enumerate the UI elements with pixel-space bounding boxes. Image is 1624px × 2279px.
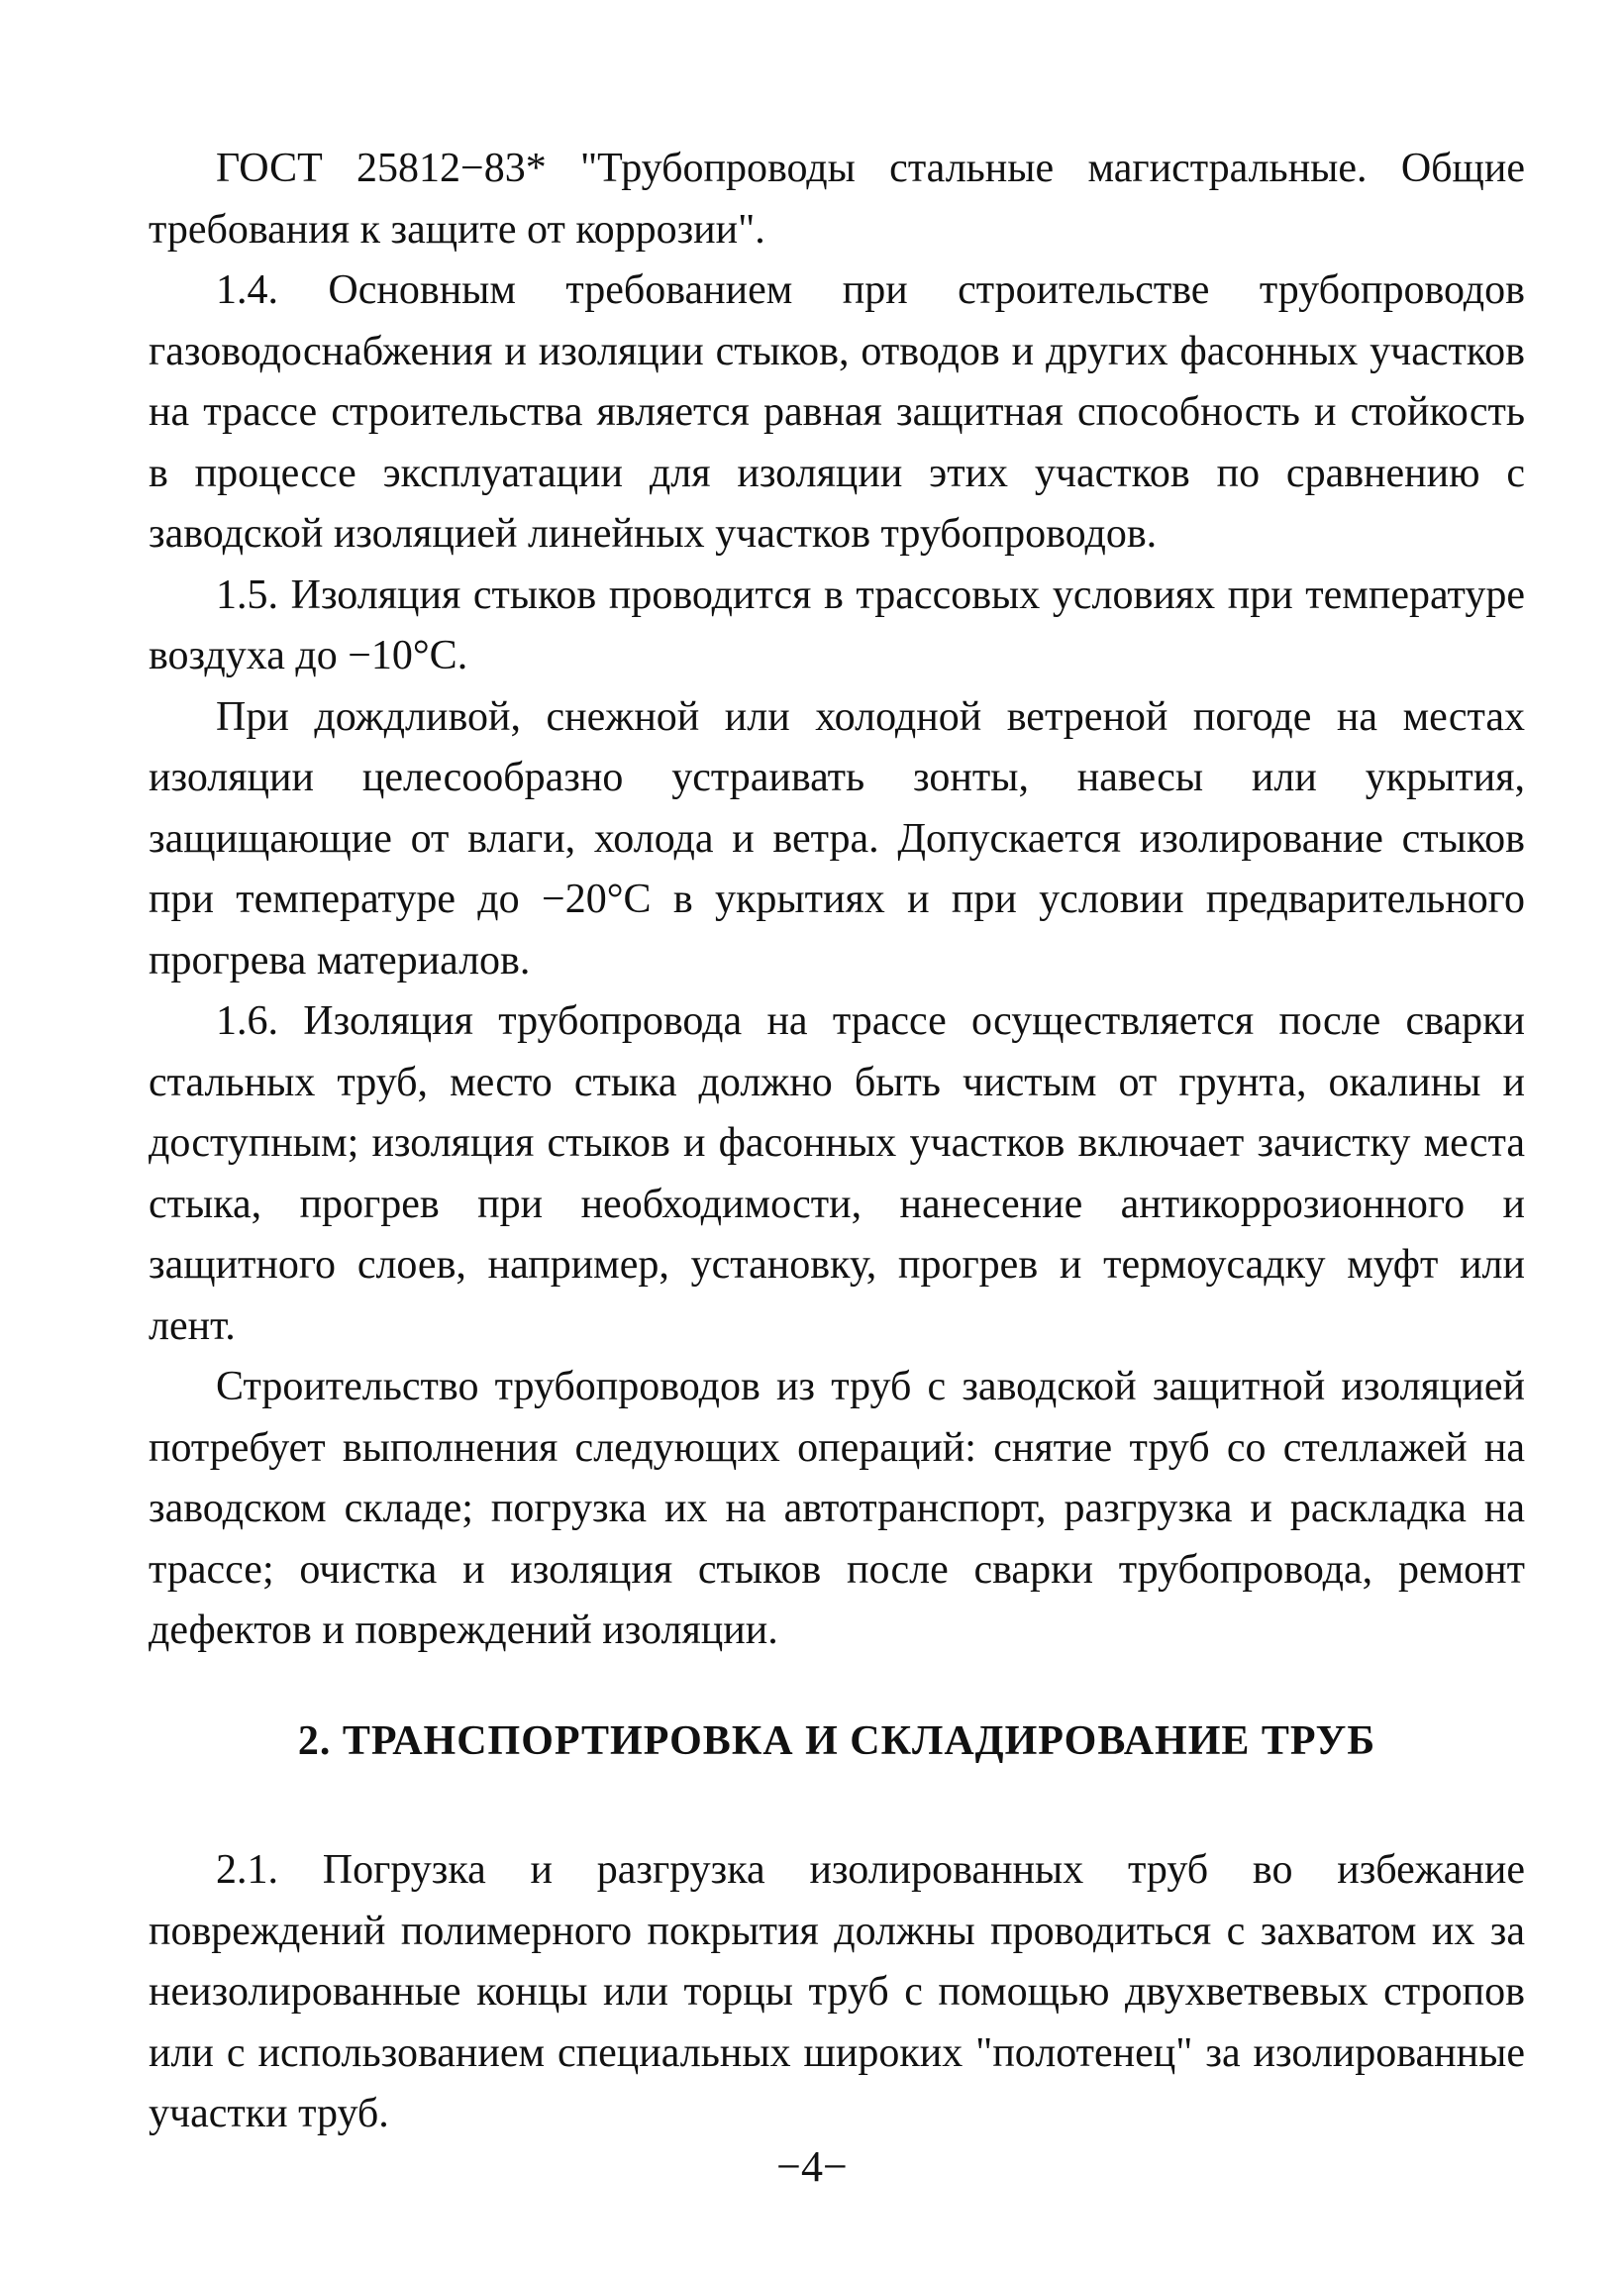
page-number: −4− (776, 2142, 848, 2191)
paragraph-gost-reference: ГОСТ 25812−83* "Трубопроводы стальные магистральные. Общие требования к защите от коррозии". (149, 146, 1525, 253)
paragraph-weather: При дождливой, снежной или холодной ветреной погоде на местах изоляции целесообразно устраивать зонты, навесы или укрытия, защищающие от влаги, холода и ветра. Допускается изолирование стыков при температуре до −20°С в укрытиях и при условии предварительного прогрева материалов. (149, 693, 1525, 984)
section-heading: 2. ТРАНСПОРТИРОВКА И СКЛАДИРОВАНИЕ ТРУБ (297, 1718, 1376, 1764)
paragraph-1-6: 1.6. Изоляция трубопровода на трассе осуществляется после сварки стальных труб, место стыка должно быть чистым от грунта, окалины и доступным; изоляция стыков и фасонных участков включает зачистку места стыка, прогрев при необходимости, нанесение антикоррозионного и защитного слоев, например, установку, прогрев и термоусадку муфт или лент. (149, 998, 1525, 1349)
paragraph-1-5: 1.5. Изоляция стыков проводится в трассовых условиях при температуре воздуха до −10°С. (149, 571, 1525, 678)
body-text-bottom (149, 1840, 1525, 2145)
body-text-top (149, 139, 1525, 1662)
paragraph-2-1: 2.1. Погрузка и разгрузка изолированных труб во избежание повреждений полимерного покрытия должны проводиться с захватом их за неизолированные концы или торцы труб с помощью двухветвевых стропов или с использованием специальных широких "полотенец" за изолированные участки труб. (149, 1847, 1525, 2136)
paragraph-construction: Строительство трубопроводов из труб с заводской защитной изоляцией потребует выполнения следующих операций: снятие труб со стеллажей на заводском складе; погрузка их на автотранспорт, разгрузка и раскладка на трассе; очистка и изоляция стыков после сварки трубопровода, ремонт дефектов и повреждений изоляции. (149, 1364, 1525, 1653)
paragraph-1-4: 1.4. Основным требованием при строительстве трубопроводов газоводоснабжения и изоляции стыков, отводов и других фасонных участков на трассе строительства является равная защитная способность и стойкость в процессе эксплуатации для изоляции этих участков по сравнению с заводской изоляцией линейных участков трубопроводов. (149, 267, 1525, 557)
